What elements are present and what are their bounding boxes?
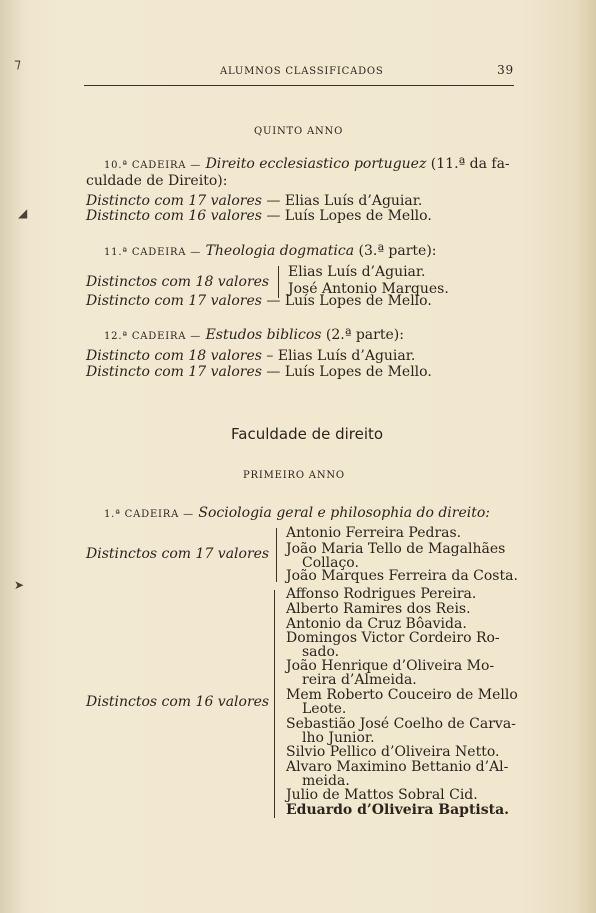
student-name-continuation: Leote. <box>302 701 347 717</box>
grade-label: Distincto com 17 valores — <box>86 193 281 209</box>
grade-label: Distinctos com 16 valores <box>86 694 270 710</box>
course-label: 11.ª CADEIRA — <box>104 247 202 258</box>
student-name: João Marques Ferreira da Costa. <box>286 568 518 584</box>
year-heading: QUINTO ANNO <box>254 126 344 137</box>
grade-label: Distinctos com 18 valores <box>86 274 270 290</box>
year-heading: PRIMEIRO ANNO <box>243 470 345 481</box>
student-name: Affonso Rodrigues Pereira. <box>286 586 477 602</box>
course-suffix: (11.ª da fa- <box>430 156 510 172</box>
student-name: Julio de Mattos Sobral Cid. <box>286 787 478 803</box>
margin-ink-mark: ◢ <box>18 206 28 220</box>
student-name: João Henrique d’Oliveira Mo- <box>286 658 495 674</box>
header-rule <box>84 85 514 86</box>
grade-entry <box>86 193 422 209</box>
student-name: Antonio Ferreira Pedras. <box>286 525 462 541</box>
course-subject: Estudos biblicos <box>205 327 322 343</box>
course-suffix: (2.ª parte): <box>325 327 404 343</box>
student-name-continuation: reira d’Almeida. <box>302 672 417 688</box>
grade-entry <box>86 293 432 309</box>
student-name: Elias Luís d’Aguiar. <box>284 193 423 209</box>
grade-label: Distincto com 18 valores – <box>86 348 274 364</box>
student-name-continuation: meida. <box>302 773 350 789</box>
margin-ink-mark: ⁊ <box>14 56 21 72</box>
grade-entry <box>86 208 432 224</box>
student-name: Silvio Pellico d’Oliveira Netto. <box>286 744 500 760</box>
page-number: 39 <box>497 63 514 77</box>
course-label: 10.ª CADEIRA — <box>104 160 202 171</box>
course-label: 1.ª CADEIRA — <box>104 509 194 520</box>
course-heading <box>104 156 510 172</box>
student-name: Mem Roberto Couceiro de Mello <box>286 687 518 703</box>
course-heading <box>104 327 404 343</box>
grade-label: Distincto com 17 valores — <box>86 293 281 309</box>
course-subject: Theologia dogmatica <box>205 243 355 259</box>
student-name: Antonio da Cruz Bôavida. <box>286 616 467 632</box>
course-heading <box>104 243 437 259</box>
grade-entry <box>86 348 415 364</box>
student-name-continuation: lho Junior. <box>302 730 375 746</box>
margin-ink-mark: ➤ <box>14 578 25 592</box>
course-suffix: (3.ª parte): <box>358 243 437 259</box>
student-name: João Maria Tello de Magalhães <box>286 541 506 557</box>
student-name: Alvaro Maximino Bettanio d’Al- <box>286 759 509 775</box>
student-name: Elias Luís d’Aguiar. <box>277 348 416 364</box>
student-name-continuation: sado. <box>302 644 340 660</box>
student-name: Luís Lopes de Mello. <box>284 293 432 309</box>
running-title: ALUMNOS CLASSIFICADOS <box>220 66 384 77</box>
grouping-brace <box>276 528 277 582</box>
student-name: Sebastião José Coelho de Carva- <box>286 716 516 732</box>
course-subject: Direito ecclesiastico portuguez <box>205 156 427 172</box>
student-name-continuation: Collaço. <box>302 555 359 571</box>
student-name: José Antonio Marques. <box>288 281 449 297</box>
course-heading-continuation: culdade de Direito): <box>86 173 228 189</box>
student-name: Eduardo d’Oliveira Baptista. <box>286 802 510 818</box>
student-name: Alberto Ramires dos Reis. <box>286 601 471 617</box>
course-heading <box>104 505 490 521</box>
grouping-brace <box>274 590 275 818</box>
grade-label: Distincto com 16 valores — <box>86 208 281 224</box>
student-name: Luís Lopes de Mello. <box>284 208 432 224</box>
section-title: Faculdade de direito <box>231 425 384 443</box>
student-name: Luís Lopes de Mello. <box>284 364 432 380</box>
course-label: 12.ª CADEIRA — <box>104 331 202 342</box>
student-name: Domingos Victor Cordeiro Ro- <box>286 630 500 646</box>
student-name: Elias Luís d’Aguiar. <box>288 264 426 280</box>
grade-label: Distincto com 17 valores — <box>86 364 281 380</box>
course-subject: Sociologia geral e philosophia do direito: <box>198 505 490 521</box>
grade-entry <box>86 364 432 380</box>
grade-label: Distinctos com 17 valores <box>86 546 270 562</box>
page-header <box>86 63 514 79</box>
